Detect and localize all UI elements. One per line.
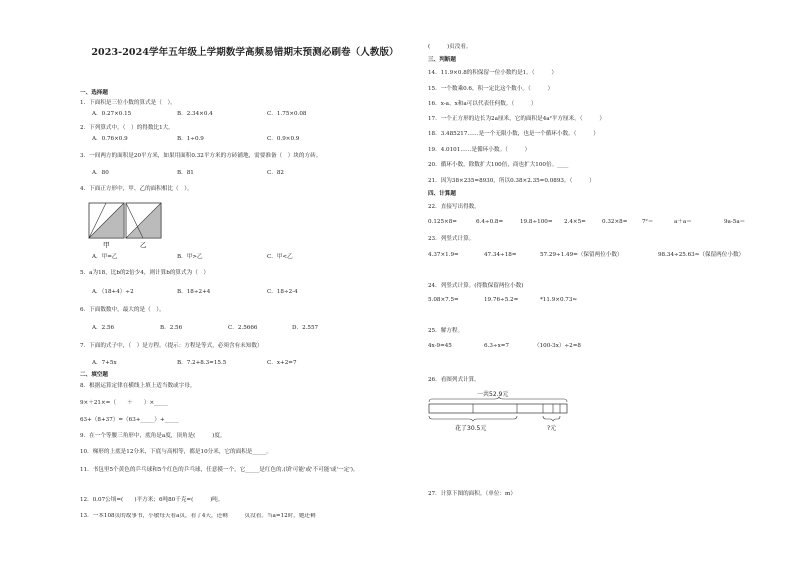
question-7: 7．下面的式子中，（ ）是方程。（提示：方程是等式，必须含有未知数）: [80, 343, 263, 349]
option: B．7.2+8.3=15.5: [177, 360, 227, 366]
question-13: 13．一本108页的故事书，小敏每天看a页，看了4天，还剩 页没看。当a=12时，她还剩: [80, 513, 316, 519]
option: A．7+5x: [92, 360, 117, 366]
option: C．1.75×0.08: [267, 111, 307, 117]
option: A．甲=乙: [92, 254, 118, 260]
calc-item: *11.9×0.73≈: [540, 297, 578, 303]
total-label: 一共52.9元: [477, 391, 509, 398]
bar: [429, 404, 567, 413]
page-title: 2023-2024学年五年级上学期数学高频易错期末预测必刷卷（人教版）: [91, 47, 399, 58]
question-16: 16．x-a、x和a可以代表任何数。（ ）: [428, 101, 537, 107]
option: C．82: [267, 170, 284, 176]
option: A．0.76×0.9: [92, 136, 128, 142]
option: C．2.5666: [228, 325, 258, 331]
question-15: 15．一个数乘0.6，积一定比这个数小。（ ）: [428, 86, 554, 92]
question-10: 10．梯形的上底是12分米，下底与高相等，都是10分米，它的面积是_____。: [80, 449, 272, 455]
question-4: 4．下面正方形中，甲、乙的面积相比（ ）。: [80, 186, 193, 192]
question-3: 3．一间两方的面积是20平方米，如果用面积0.32平方米的方砖铺地，需要准备（ ）块的方砖。: [80, 153, 322, 159]
question-25: 25．解方程。: [428, 328, 464, 334]
calc-item: 2.4×5=: [564, 219, 586, 225]
option: D．2.557: [292, 325, 319, 331]
question-6-options: [92, 325, 318, 332]
question-7-options: [92, 360, 297, 367]
option: A．（18+4）÷2: [92, 289, 134, 295]
option: B．81: [177, 170, 194, 176]
option: B．18÷2+4: [177, 289, 211, 295]
question-2-options: [92, 136, 299, 143]
question-3-options: [92, 170, 284, 177]
question-24-items: [428, 297, 577, 304]
question-9: 9．在一个等腰三角形中，底角是a度，顶角是( )度。: [80, 433, 226, 439]
question-13-continued: ( )页没看。: [428, 44, 472, 50]
question-19: 19．4.0101……是循环小数。（ ）: [428, 147, 531, 153]
calc-item: 5.08×7.5=: [428, 297, 459, 303]
calc-item: 19.76÷5.2=: [484, 297, 519, 303]
calc-item: 6.4÷0.8=: [476, 219, 504, 225]
question-18: 18．3.485217……是一个无限小数，也是一个循环小数。（ ）: [428, 131, 599, 137]
question-8a: 9×＋21×=（ ＋ ）×_____: [80, 400, 169, 406]
question-21: 21．因为38×235=8930，所以0.38×2.35=0.0893。（ ）: [428, 178, 595, 184]
question-26: 26．看图列式计算。: [428, 377, 480, 383]
question-5: 5．a为18，比b的2倍少4，则计算b的算式为（ ）: [80, 270, 209, 276]
section-judge: 三、判断题: [428, 57, 456, 63]
option: C．0.9×0.9: [267, 136, 300, 142]
question-22-items: [428, 219, 745, 226]
option: B．甲>乙: [177, 254, 203, 260]
bar-diagram: [425, 388, 575, 436]
section-calc: 四、计算题: [428, 191, 456, 197]
question-17: 17．一个正方形的边长为2a厘米，它的面积是4a²平方厘米。（ ）: [428, 116, 605, 122]
calc-item: 7²＝: [642, 219, 654, 225]
label-jia: 甲: [103, 241, 110, 248]
question-27: 27．计算下图的面积。（单位：m）: [428, 491, 516, 497]
option: B．2.34×0.4: [177, 111, 213, 117]
question-23-items: [428, 252, 744, 259]
question-6: 6．下面数数中，最大的是（ ）。: [80, 307, 165, 313]
question-14: 14．11.9×0.8的积保留一位小数约是1。（ ）: [428, 70, 558, 76]
spent-label: 花了30.5元: [455, 425, 487, 432]
calc-item: 0.32×8=: [602, 219, 628, 225]
option: C．18÷2-4: [267, 289, 298, 295]
option: C．甲<乙: [267, 254, 293, 260]
calc-item: a＋a＝: [674, 219, 692, 225]
question-23: 23．列竖式计算。: [428, 236, 475, 242]
option: B．1÷0.9: [177, 136, 204, 142]
section-choice: 一、选择题: [80, 90, 108, 96]
question-8b: 63+（8+37）=（63+_____）+_____: [80, 417, 179, 423]
question-25-items: [428, 343, 581, 350]
calc-item: 19.8÷100=: [520, 219, 553, 225]
option: A．0.27×0.15: [92, 111, 132, 117]
question-24: 24．列竖式计算。(得数保留两位小数): [428, 283, 524, 289]
calc-item: 57.29÷1.49=（保留两位小数）: [540, 252, 623, 258]
option: A．80: [92, 170, 109, 176]
question-5-options: [92, 289, 298, 296]
calc-item: 98.34÷25.63≈（保留两位小数）: [658, 252, 745, 258]
calc-item: 47.34÷18=: [484, 252, 517, 258]
spent-brace: [429, 416, 517, 421]
question-12: 12．0.07公顷=( )平方米；6吨80千克=( )吨。: [80, 497, 224, 503]
question-1-options: [92, 111, 306, 118]
question-20: 20．循环小数，除数扩大100倍，商也扩大100倍。____: [428, 162, 569, 168]
option: B．2.56: [160, 325, 183, 331]
question-11: 11．书包里5个黄色的乒乓球和5个红色的乒乓球，任意摸一个，它_____是红色的.(填'可能'或'不可能'或'一定')。: [80, 467, 359, 473]
calc-item: 4x-9=45: [428, 343, 452, 349]
unit-label: ?元: [547, 425, 557, 432]
squares-figure: [88, 202, 164, 248]
calc-item: 9a-5a＝: [724, 219, 746, 225]
calc-item: 6.3÷x=7: [484, 343, 509, 349]
calc-item: （100-3x）÷2=8: [534, 343, 581, 349]
question-4-options: [92, 254, 293, 261]
question-1: 1．下面积是三位小数的算式是（ ）。: [80, 100, 176, 106]
label-yi: 乙: [140, 241, 147, 248]
option: A．2.56: [92, 325, 115, 331]
calc-item: 4.37×1.9=: [428, 252, 459, 258]
section-fill: 二、填空题: [80, 372, 108, 378]
question-8: 8．根据运算定律在横线上填上适当数或字母。: [80, 383, 196, 389]
option: C．x+2=7: [267, 360, 297, 366]
unit-brace: [543, 416, 560, 421]
question-2: 2．下列算式中，（ ）的得数比1大。: [80, 125, 174, 131]
calc-item: 0.125×8=: [428, 219, 457, 225]
question-22: 22．直接写出得数。: [428, 204, 480, 210]
